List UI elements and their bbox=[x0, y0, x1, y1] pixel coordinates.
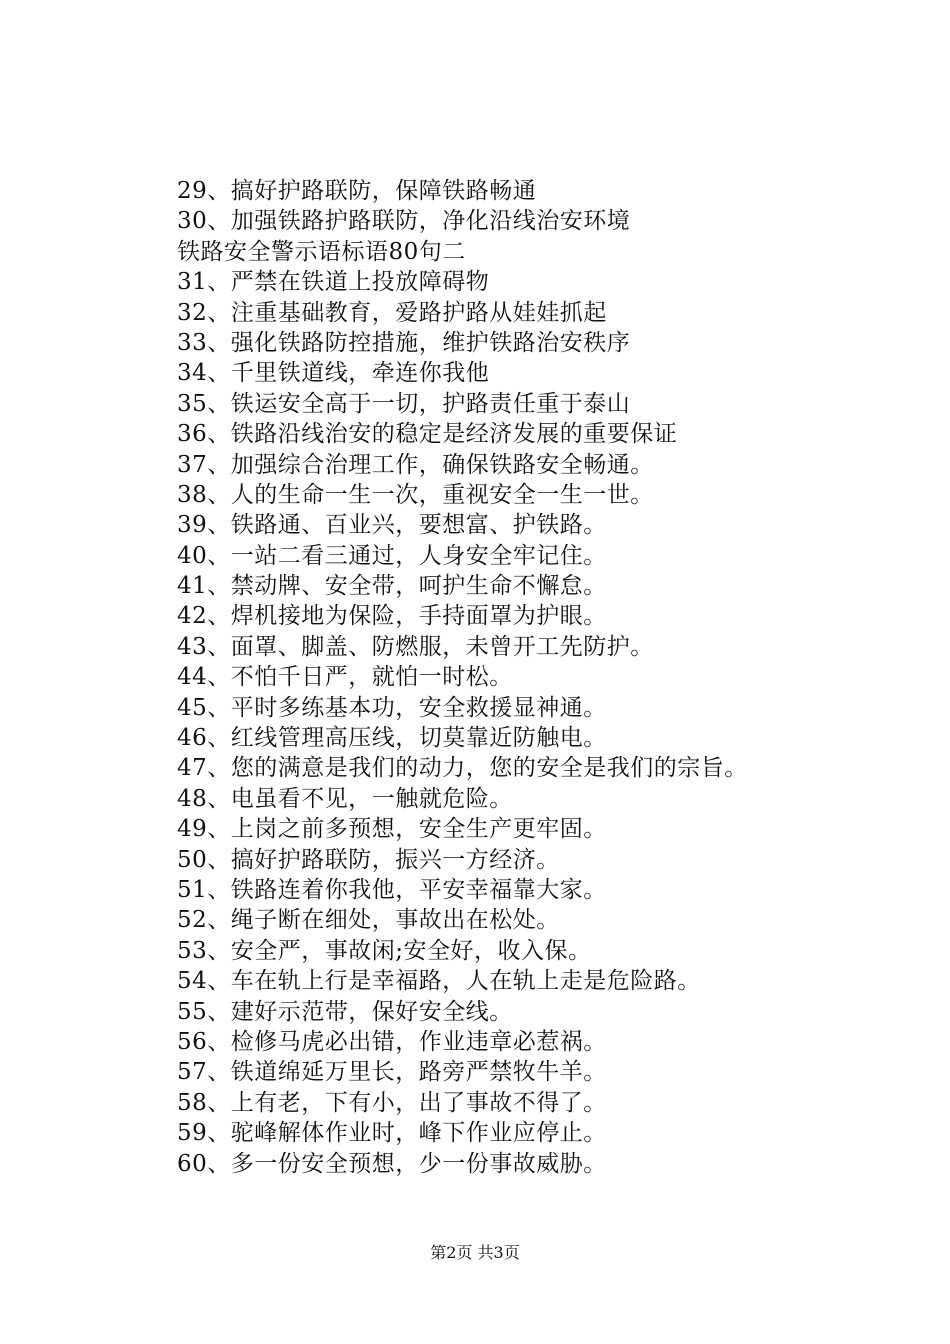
list-item: 39、铁路通、百业兴，要想富、护铁路。 bbox=[177, 512, 607, 539]
list-item: 34、千里铁道线，牵连你我他 bbox=[177, 360, 490, 387]
list-item: 30、加强铁路护路联防，净化沿线治安环境 bbox=[177, 208, 631, 235]
list-item: 31、严禁在铁道上投放障碍物 bbox=[177, 269, 490, 296]
list-item: 55、建好示范带，保好安全线。 bbox=[177, 998, 513, 1025]
page-number-footer: 第2页 共3页 bbox=[430, 1243, 520, 1262]
document-body bbox=[177, 176, 877, 1179]
list-item: 37、加强综合治理工作，确保铁路安全畅通。 bbox=[177, 451, 654, 478]
list-item: 47、您的满意是我们的动力，您的安全是我们的宗旨。 bbox=[177, 755, 748, 782]
list-item: 58、上有老，下有小，出了事故不得了。 bbox=[177, 1089, 607, 1116]
list-item: 38、人的生命一生一次，重视安全一生一世。 bbox=[177, 481, 654, 508]
list-item: 44、不怕千日严，就怕一时松。 bbox=[177, 664, 513, 691]
list-item: 46、红线管理高压线，切莫靠近防触电。 bbox=[177, 725, 607, 752]
list-item: 36、铁路沿线治安的稳定是经济发展的重要保证 bbox=[177, 421, 678, 448]
list-item: 43、面罩、脚盖、防燃服，未曾开工先防护。 bbox=[177, 633, 654, 660]
list-item: 49、上岗之前多预想，安全生产更牢固。 bbox=[177, 816, 607, 843]
list-item: 53、安全严，事故闲;安全好，收入保。 bbox=[177, 937, 592, 964]
list-item: 40、一站二看三通过，人身安全牢记住。 bbox=[177, 542, 607, 569]
list-item: 51、铁路连着你我他，平安幸福靠大家。 bbox=[177, 876, 607, 903]
list-item: 60、多一份安全预想，少一份事故威胁。 bbox=[177, 1150, 607, 1177]
list-item: 52、绳子断在细处，事故出在松处。 bbox=[177, 907, 560, 934]
list-item: 41、禁动牌、安全带，呵护生命不懈怠。 bbox=[177, 573, 607, 600]
list-item: 50、搞好护路联防，振兴一方经济。 bbox=[177, 846, 560, 873]
list-item: 48、电虽看不见，一触就危险。 bbox=[177, 785, 513, 812]
section-heading: 铁路安全警示语标语80句二 bbox=[177, 238, 466, 265]
list-item: 57、铁道绵延万里长，路旁严禁牧牛羊。 bbox=[177, 1059, 607, 1086]
list-item: 32、注重基础教育，爱路护路从娃娃抓起 bbox=[177, 299, 607, 326]
list-item: 54、车在轨上行是幸福路，人在轨上走是危险路。 bbox=[177, 968, 701, 995]
list-item: 35、铁运安全高于一切，护路责任重于泰山 bbox=[177, 390, 631, 417]
list-item: 42、焊机接地为保险，手持面罩为护眼。 bbox=[177, 603, 607, 630]
list-item: 59、驼峰解体作业时，峰下作业应停止。 bbox=[177, 1120, 607, 1147]
list-item: 29、搞好护路联防，保障铁路畅通 bbox=[177, 178, 537, 204]
list-item: 45、平时多练基本功，安全救援显神通。 bbox=[177, 694, 607, 721]
list-item: 56、检修马虎必出错，作业违章必惹祸。 bbox=[177, 1028, 607, 1055]
list-item: 33、强化铁路防控措施，维护铁路治安秩序 bbox=[177, 329, 631, 356]
